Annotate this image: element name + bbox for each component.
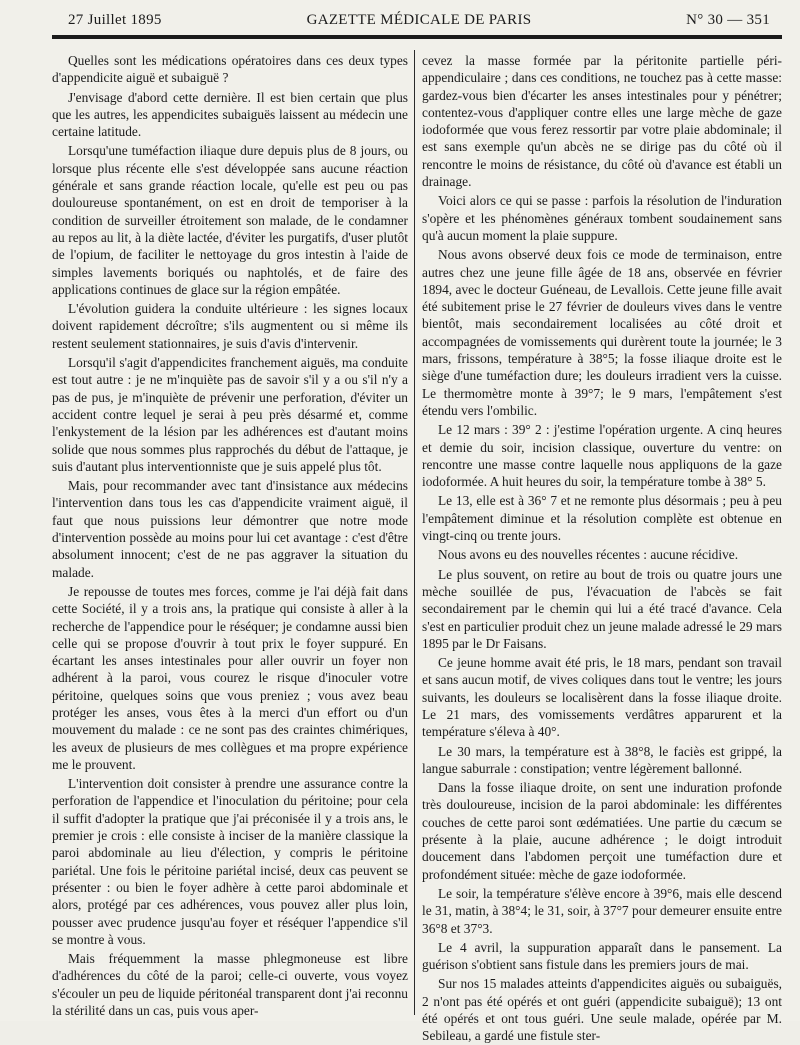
paragraph: Le 30 mars, la température est à 38°8, le faciès est grippé, la langue saburrale : constipation; ventre légèrement ballonné.: [422, 743, 782, 776]
paragraph: Lorsqu'il s'agit d'appendicites franchement aiguës, ma conduite est tout autre : je ne m'inquiète pas de savoir s'il y a ou s'il n'y a pas de pus, je m'inquiète de prévenir une perforation, d'éviter un accident contre lequel je serai à peu près désarmé et, comme l'enkystement de la lésion par les adhérences est d'autant moins solide que nous sommes plus rapprochés du début de l'attaque, je suis d'autant plus interventionniste que je suis appelé plus tôt.: [52, 355, 408, 474]
header-rule: [52, 35, 782, 39]
paragraph: Le 13, elle est à 36° 7 et ne remonte plus désormais ; peu à peu l'empâtement diminue et la résolution complète est obtenue en vingt-cinq ou trente jours.: [422, 493, 782, 544]
paragraph: L'évolution guidera la conduite ultérieure : les signes locaux doivent rapidement décroître; s'ils augmentent ou si même ils restent seulement stationnaires, je suis d'avis d'intervenir.: [52, 301, 408, 351]
left-column: [52, 52, 408, 1017]
paragraph: Nous avons observé deux fois ce mode de terminaison, entre autres chez une jeune fille âgée de 18 ans, observée en février 1894, avec le docteur Guéneau, de Levallois. Cette jeune fille avait été subitement prise le 27 février de douleurs vives dans le ventre bientôt, mais secondairement localisées au côté droit et accompagnées de vomissements qui durèrent toute la journée; le 3 mars, frissons, température à 38°5; la fosse iliaque droite est le siège d'une tuméfaction dure; les douleurs irradient vers la cuisse. Le thermomètre monte à 39°7; le 9 mars, l'empâtement s'est étendu vers l'ombilic.: [422, 247, 782, 418]
paragraph: J'envisage d'abord cette dernière. Il est bien certain que plus que les autres, les appendicites subaiguës laissent au médecin une certaine latitude.: [52, 89, 408, 140]
paragraph: Le 12 mars : 39° 2 : j'estime l'opération urgente. A cinq heures et demie du soir, incision classique, ouverture du ventre: on rencontre une masse contre laquelle nous appliquons de la gaze iodoformée. A huit heures du soir, la température tombe à 38° 5.: [422, 422, 782, 490]
paragraph: cevez la masse formée par la péritonite partielle péri-appendiculaire ; dans ces conditions, ne touchez pas à cette masse: gardez-vous bien d'écarter les anses intestinales pour y pénétrer; contentez-vous d'appliquer contre elles une large mèche de gaze iodoformée que vous ferez ressortir par votre plaie abdominale; il est sans exemple qu'un abcès ne se dirige pas du côté où il rencontre le moins de résistance, du côté où d'avance est établi un drainage.: [422, 53, 782, 190]
paragraph: Je repousse de toutes mes forces, comme je l'ai déjà fait dans cette Société, il y a trois ans, la pratique qui consiste à aller à la recherche de l'appendice pour le réséquer; je condamne aussi bien celle qui se propose d'ouvrir à tout prix le foyer suppuré. En écartant les anses intestinales pour aller ouvrir un foyer non adhérent à la paroi, vous courez le risque d'inoculer votre péritoine, quelques soins que vous preniez ; vous avez beau protéger les anses, vous êtes à la merci d'un effort ou d'un mouvement du malade : ce ne sont pas des craintes chimériques, les aveux de plusieurs de mes collègues et ma propre expérience me le prouvent.: [52, 583, 408, 772]
header-title: GAZETTE MÉDICALE DE PARIS: [306, 12, 532, 28]
paragraph: Voici alors ce qui se passe : parfois la résolution de l'induration s'opère et les phénomènes généraux tombent soudainement sans qu'à aucun moment la plaie suppure.: [422, 193, 782, 243]
page-header: [68, 12, 770, 32]
header-date: 27 Juillet 1895: [68, 12, 162, 28]
paragraph: Le plus souvent, on retire au bout de trois ou quatre jours une mèche souillée de pus, l'évacuation de l'abcès se fait secondairement par le chemin qui lui a été tracé d'avance. Cela s'est en particulier produit chez un jeune malade adressé le 29 mars 1895 par le Dr Faisans.: [422, 566, 782, 651]
paragraph: Le 4 avril, la suppuration apparaît dans le pansement. La guérison s'obtient sans fistule dans les premiers jours de mai.: [422, 939, 782, 973]
paragraph: Sur nos 15 malades atteints d'appendicites aiguës ou subaiguës, 2 n'ont pas été opérés et ont guéri (appendicite subaiguë); 13 ont été opérés et ont tous guéri. Une seule malade, opérée par M. Sebileau, a gardé une fistule ster-: [422, 976, 782, 1044]
paragraph: Quelles sont les médications opératoires dans ces deux types d'appendicite aiguë et subaiguë ?: [52, 53, 408, 86]
header-page-number: N° 30 — 351: [686, 12, 770, 28]
paragraph: Le soir, la température s'élève encore à 39°6, mais elle descend le 31, matin, à 38°4; le 31, soir, à 37°7 pour demeurer ensuite entre 36°8 et 37°3.: [422, 885, 782, 936]
right-column: [422, 52, 782, 1044]
paragraph: Mais, pour recommander avec tant d'insistance aux médecins l'intervention dans tous les cas d'appendicite vraiment aiguë, il faut que nous puissions leur démontrer que notre mode d'intervention possède au moins pour lui cet avantage : c'est d'être absolument innocent; c'est de ne pas aggraver la situation du malade.: [52, 478, 408, 580]
paragraph: Mais fréquemment la masse phlegmoneuse est libre d'adhérences du côté de la paroi; celle-ci ouverte, vous voyez s'écouler un peu de liquide péritonéal transparent dont j'ai reconnu la stérilité dans un cas, puis vous aper-: [52, 951, 408, 1019]
paragraph: L'intervention doit consister à prendre une assurance contre la perforation de l'appendice et l'inoculation du péritoine; pour cela il suffit d'adopter la pratique que j'ai préconisée il y a trois ans, le premier je crois : elle consiste à inciser de la manière classique la paroi abdominale au lieu d'élection, y compris le péritoine pariétal. Une fois le péritoine pariétal incisé, deux cas peuvent se présenter : ou bien le foyer adhère à cette paroi abdominale et alors, protégé par ces adhérences, vous pouvez aller plus loin, pousser avec prudence jusqu'au foyer et réséquer l'appendice s'il se montre à vous.: [52, 776, 408, 947]
paragraph: Lorsqu'une tuméfaction iliaque dure depuis plus de 8 jours, ou lorsque plus récente elle s'est développée sans aucune réaction générale et sans grande réaction locale, qu'elle est peu ou pas douloureuse spontanément, on est en droit de temporiser à la condition de surveiller étroitement son malade, de le condamner au repos au lit, à la diète lactée, d'éviter les purgatifs, d'user plutôt de l'opium, de faciliter le nettoyage du gros intestin à l'aide de simples lavements boriqués ou naphtolés, et de faire des applications continues de glace sur la région empâtée.: [52, 143, 408, 297]
paragraph: Ce jeune homme avait été pris, le 18 mars, pendant son travail et sans aucun motif, de vives coliques dans tout le ventre; les jours suivants, les douleurs se localisèrent dans la fosse iliaque droite. Le 21 mars, des vomissements verdâtres apparurent et la température s'éleva à 40°.: [422, 655, 782, 740]
paragraph: Nous avons eu des nouvelles récentes : aucune récidive.: [438, 547, 739, 563]
paragraph: Dans la fosse iliaque droite, on sent une induration profonde très douloureuse, incision de la paroi abdominale: les différentes couches de cette paroi sont œdématiées. Une partie du cæcum se présente à la plaie, aucune adhérence ; le doigt introduit doucement dans l'abdomen perçoit une tuméfaction dure et profondément située: mèche de gaze iodoformée.: [422, 780, 782, 882]
column-divider: [414, 50, 415, 1015]
